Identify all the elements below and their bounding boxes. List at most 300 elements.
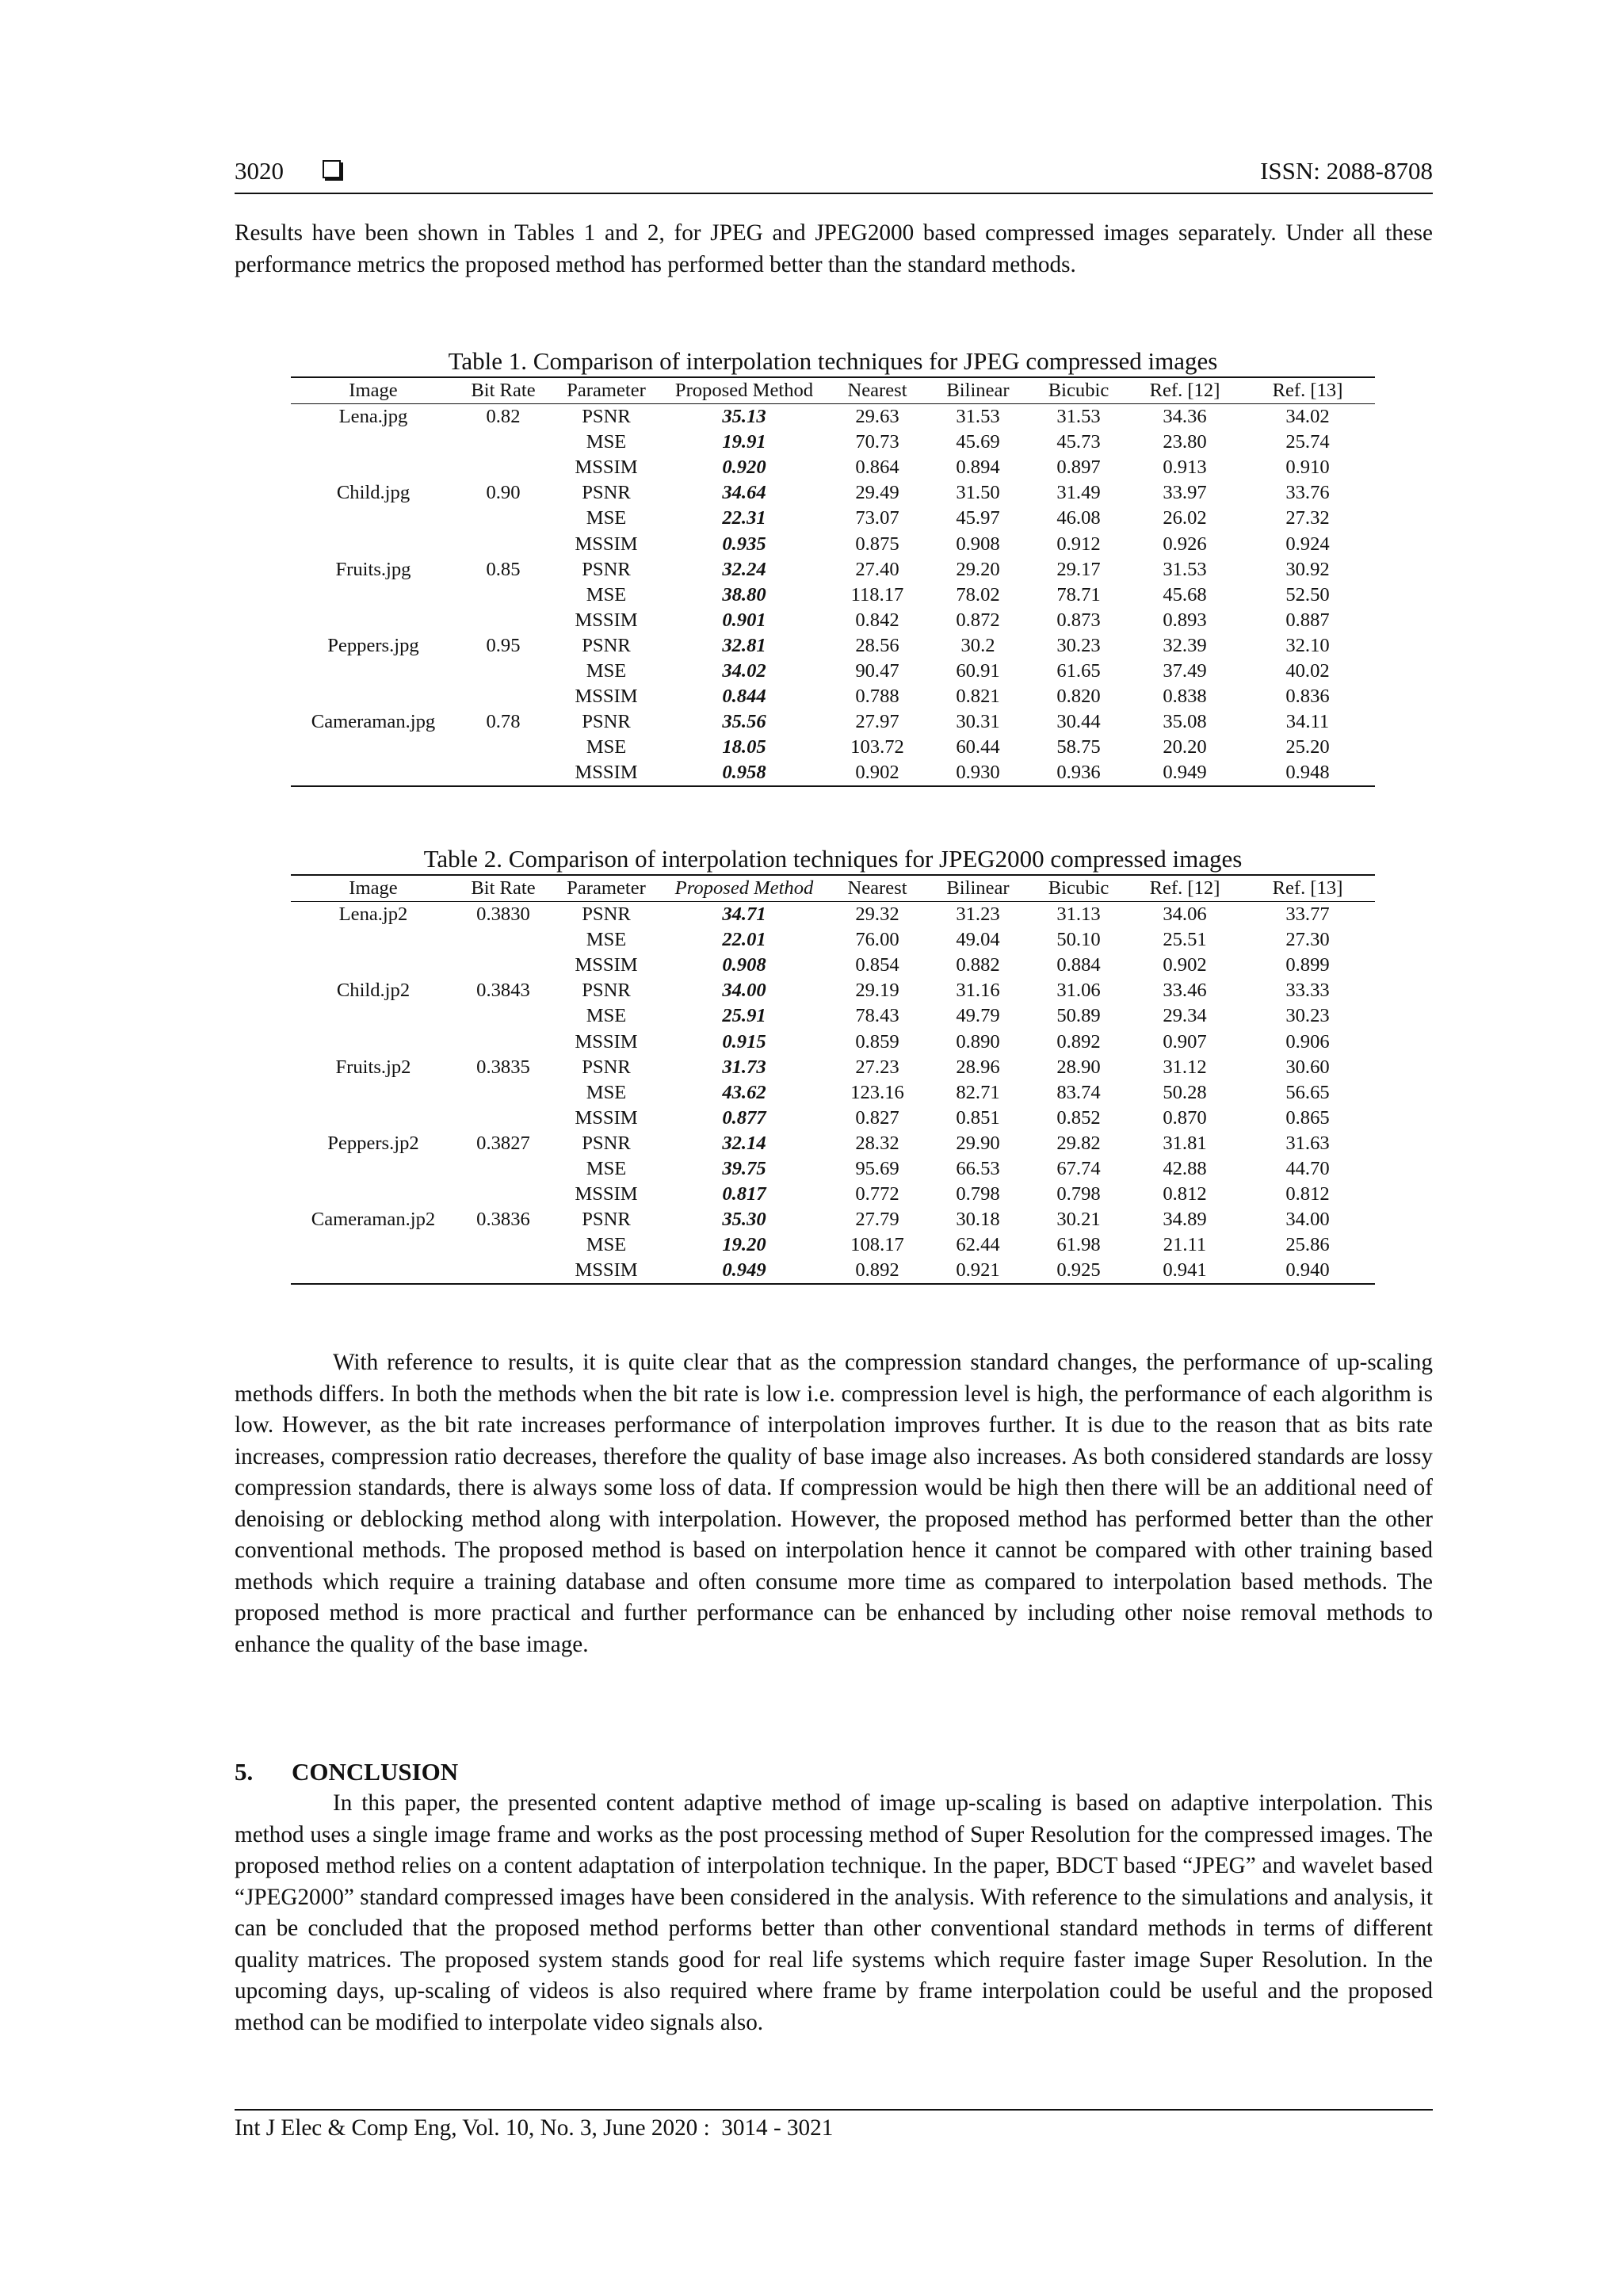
table-cell: 27.97 <box>855 711 899 733</box>
table-cell <box>291 659 456 684</box>
table-cell: 78.02 <box>956 583 1000 606</box>
table-cell: Cameraman.jpg <box>311 711 436 733</box>
table-row <box>291 1156 1375 1182</box>
table-cell: 45.97 <box>956 507 1000 529</box>
column-header: Ref. [12] <box>1129 377 1240 404</box>
table-cell: 0.854 <box>855 954 899 976</box>
table-cell: PSNR <box>582 1209 631 1231</box>
table-cell: 31.12 <box>1163 1056 1207 1078</box>
table-cell: 30.2 <box>960 634 995 656</box>
table-cell: 0.936 <box>1056 762 1101 784</box>
table-cell: 32.24 <box>722 558 766 580</box>
table-cell: Cameraman.jp2 <box>311 1209 436 1231</box>
table-cell: 33.76 <box>1285 482 1330 504</box>
intro-paragraph: Results have been shown in Tables 1 and 2, for JPEG and JPEG2000 based compressed images separately. Under all these performance metrics the proposed method has performed better than the standard methods. <box>235 220 1433 277</box>
conclusion-heading <box>235 1756 458 1788</box>
table-cell <box>291 684 456 709</box>
table-cell <box>456 760 551 786</box>
table-cell: 60.44 <box>956 736 1000 758</box>
table-cell: 0.890 <box>956 1030 1000 1052</box>
table-cell <box>456 1232 551 1258</box>
table-cell: 31.73 <box>722 1056 766 1078</box>
table-cell: 30.21 <box>1056 1209 1101 1231</box>
table-cell: 30.92 <box>1285 558 1330 580</box>
table-cell: 45.68 <box>1163 583 1207 606</box>
table-cell: 32.81 <box>722 634 766 656</box>
table-row <box>291 978 1375 1003</box>
table-row <box>291 1232 1375 1258</box>
table-cell: MSE <box>586 431 627 453</box>
table-cell: 18.05 <box>722 736 766 758</box>
table-cell: 0.926 <box>1163 533 1207 555</box>
table-cell: 33.97 <box>1163 482 1207 504</box>
table1-caption: Table 1. Comparison of interpolation techniques for JPEG compressed images <box>448 347 1218 375</box>
table-cell: 26.02 <box>1163 507 1207 529</box>
table-cell: 52.50 <box>1285 583 1330 606</box>
table-cell: 0.924 <box>1285 533 1330 555</box>
table-cell: 34.71 <box>722 904 766 926</box>
page-header <box>235 155 1433 195</box>
column-header: Bilinear <box>928 377 1028 404</box>
table-cell <box>456 430 551 455</box>
table-cell <box>291 506 456 531</box>
table-cell: 43.62 <box>722 1081 766 1103</box>
table-cell: 29.20 <box>956 558 1000 580</box>
table-cell: Peppers.jp2 <box>327 1132 419 1154</box>
table-cell: Fruits.jp2 <box>335 1056 411 1078</box>
table-cell: 29.90 <box>956 1132 1000 1154</box>
table-cell: 34.89 <box>1163 1209 1207 1231</box>
table-row <box>291 1106 1375 1131</box>
column-header: Image <box>291 875 456 902</box>
table-cell <box>291 430 456 455</box>
table-cell: 50.89 <box>1056 1005 1101 1027</box>
table-cell: 49.04 <box>956 929 1000 951</box>
table-cell: 31.53 <box>1163 558 1207 580</box>
column-header: Bit Rate <box>456 377 551 404</box>
table-cell: 0.90 <box>486 482 521 504</box>
table-row <box>291 1029 1375 1054</box>
table-cell <box>456 684 551 709</box>
table-cell: 31.50 <box>956 482 1000 504</box>
footer-citation: Int J Elec & Comp Eng, Vol. 10, No. 3, June 2020 : 3014 - 3021 <box>235 2115 834 2141</box>
table-cell: MSSIM <box>575 686 638 708</box>
table-row <box>291 760 1375 786</box>
table2-caption: Table 2. Comparison of interpolation techniques for JPEG2000 compressed images <box>423 845 1243 873</box>
table-cell: 0.893 <box>1163 609 1207 631</box>
table-cell: 62.44 <box>956 1234 1000 1256</box>
table-cell: MSSIM <box>575 954 638 976</box>
table-cell: MSE <box>586 1234 627 1256</box>
table-cell: MSSIM <box>575 1106 638 1129</box>
table-cell: 35.56 <box>722 711 766 733</box>
table-cell <box>291 608 456 633</box>
table-cell: 90.47 <box>855 659 899 682</box>
table-cell: 0.788 <box>855 686 899 708</box>
table-cell: PSNR <box>582 711 631 733</box>
table-cell: 28.90 <box>1056 1056 1101 1078</box>
table-cell: 33.46 <box>1163 980 1207 1002</box>
table-cell: 42.88 <box>1163 1157 1207 1179</box>
table-cell <box>291 1106 456 1131</box>
table-cell: 0.884 <box>1056 954 1101 976</box>
table-cell: 56.65 <box>1285 1081 1330 1103</box>
table-cell: 32.14 <box>722 1132 766 1154</box>
table-row <box>291 608 1375 633</box>
table-cell: PSNR <box>582 482 631 504</box>
table-cell: 0.906 <box>1285 1030 1330 1052</box>
table-cell: 0.838 <box>1163 686 1207 708</box>
table-cell: 0.3830 <box>476 904 530 926</box>
table-cell: MSE <box>586 1081 627 1103</box>
column-header: Nearest <box>827 377 928 404</box>
table-cell: 30.31 <box>956 711 1000 733</box>
table-cell: PSNR <box>582 1132 631 1154</box>
column-header: Ref. [13] <box>1240 875 1375 902</box>
table-cell: 61.98 <box>1056 1234 1101 1256</box>
table-cell: 38.80 <box>722 583 766 606</box>
table-cell: 0.3843 <box>476 980 530 1002</box>
table-cell: 32.10 <box>1285 634 1330 656</box>
table-row <box>291 1131 1375 1156</box>
table-cell: 0.958 <box>722 762 766 784</box>
table-cell: 0.820 <box>1056 686 1101 708</box>
table-cell: 34.02 <box>1285 406 1330 428</box>
table-cell: 83.74 <box>1056 1081 1101 1103</box>
table-cell: 27.40 <box>855 558 899 580</box>
table-cell: 34.64 <box>722 482 766 504</box>
column-header: Parameter <box>551 377 662 404</box>
table-cell: 0.949 <box>1163 762 1207 784</box>
table-cell: MSE <box>586 507 627 529</box>
table-cell: MSSIM <box>575 457 638 479</box>
table-cell: PSNR <box>582 406 631 428</box>
table-cell: 22.01 <box>722 929 766 951</box>
table-cell: 0.949 <box>722 1259 766 1282</box>
table-cell: 0.877 <box>722 1106 766 1129</box>
table-cell: 0.940 <box>1285 1259 1330 1282</box>
table-cell: 31.06 <box>1056 980 1101 1002</box>
table2-grid <box>291 874 1375 1285</box>
table-cell: 0.902 <box>855 762 899 784</box>
table-cell: 0.887 <box>1285 609 1330 631</box>
table-cell: 0.910 <box>1285 457 1330 479</box>
table-cell <box>456 583 551 608</box>
table-cell: Lena.jp2 <box>338 904 408 926</box>
table-row <box>291 1182 1375 1207</box>
table-cell: 0.827 <box>855 1106 899 1129</box>
table-cell: 44.70 <box>1285 1157 1330 1179</box>
table-cell: 50.10 <box>1056 929 1101 951</box>
table-cell: 45.69 <box>956 431 1000 453</box>
table-cell: 0.925 <box>1056 1259 1101 1282</box>
table-cell: 0.3835 <box>476 1056 530 1078</box>
table-cell: 29.63 <box>855 406 899 428</box>
table-cell: 0.842 <box>855 609 899 631</box>
table-cell: 0.852 <box>1056 1106 1101 1129</box>
table-cell: 25.86 <box>1285 1234 1330 1256</box>
table-cell <box>456 1182 551 1207</box>
table-cell: 31.16 <box>956 980 1000 1002</box>
table-cell: 67.74 <box>1056 1157 1101 1179</box>
table-cell: 0.851 <box>956 1106 1000 1129</box>
table-cell: 39.75 <box>722 1157 766 1179</box>
table-cell: 0.798 <box>956 1183 1000 1205</box>
table-cell: 0.902 <box>1163 954 1207 976</box>
table-row <box>291 455 1375 480</box>
table-cell: 0.873 <box>1056 609 1101 631</box>
table-cell <box>291 1182 456 1207</box>
table-cell <box>456 531 551 556</box>
table-cell <box>456 659 551 684</box>
table-row <box>291 684 1375 709</box>
table-cell: 0.921 <box>956 1259 1000 1282</box>
table-cell: 28.96 <box>956 1056 1000 1078</box>
table-cell <box>456 927 551 953</box>
header-rule <box>235 193 1433 194</box>
table-cell: 0.836 <box>1285 686 1330 708</box>
table-cell: Fruits.jpg <box>335 558 411 580</box>
table-row <box>291 531 1375 556</box>
table-cell: 0.85 <box>486 558 521 580</box>
issn: ISSN: 2088-8708 <box>1260 157 1433 185</box>
table-cell: 30.44 <box>1056 711 1101 733</box>
table-cell: 0.912 <box>1056 533 1101 555</box>
table-cell <box>456 1029 551 1054</box>
table-cell: PSNR <box>582 980 631 1002</box>
table-cell <box>456 608 551 633</box>
table-cell <box>456 1156 551 1182</box>
table-cell: MSE <box>586 659 627 682</box>
table-cell: MSSIM <box>575 1259 638 1282</box>
table-cell: 0.821 <box>956 686 1000 708</box>
table-cell: 31.53 <box>956 406 1000 428</box>
table1-body <box>291 404 1375 787</box>
footer-rule <box>235 2109 1433 2111</box>
table-cell: PSNR <box>582 558 631 580</box>
table-cell: 0.95 <box>486 634 521 656</box>
table-cell: 34.00 <box>722 980 766 1002</box>
table-cell: 50.28 <box>1163 1081 1207 1103</box>
table-cell: 0.892 <box>855 1259 899 1282</box>
table-cell: MSE <box>586 929 627 951</box>
table-cell: 28.32 <box>855 1132 899 1154</box>
table-cell: 0.894 <box>956 457 1000 479</box>
table-cell: 27.23 <box>855 1056 899 1078</box>
table-cell: 49.79 <box>956 1005 1000 1027</box>
table-cell: 0.930 <box>956 762 1000 784</box>
table-cell: 0.865 <box>1285 1106 1330 1129</box>
table-cell: MSSIM <box>575 1183 638 1205</box>
column-header: Bicubic <box>1028 377 1129 404</box>
table-row <box>291 1258 1375 1284</box>
table-row <box>291 633 1375 659</box>
table-cell: Child.jpg <box>336 482 411 504</box>
table-row <box>291 480 1375 506</box>
table-cell: 25.91 <box>722 1005 766 1027</box>
table-row <box>291 557 1375 583</box>
table-cell: Lena.jpg <box>338 406 408 428</box>
table-cell: 29.17 <box>1056 558 1101 580</box>
table-cell: 0.948 <box>1285 762 1330 784</box>
table-cell: 25.51 <box>1163 929 1207 951</box>
table-cell: MSE <box>586 1005 627 1027</box>
table-cell: 29.49 <box>855 482 899 504</box>
table-row <box>291 902 1375 928</box>
conclusion-paragraph: In this paper, the presented content adaptive method of image up-scaling is based on adaptive interpolation. This method uses a single image frame and works as the post processing method of Super Resolution for the compressed images. The proposed method relies on a content adaptation of interpolation technique. In the paper, BDCT based “JPEG” and wavelet based “JPEG2000” standard compressed images have been considered in the analysis. With reference to the simulations and analysis, it can be concluded that the proposed method performs better than other conventional standard methods in terms of different quality matrices. The proposed system stands good for real life systems which require faster image Super Resolution. In the upcoming days, up-scaling of videos is also required where frame by frame interpolation could be useful and the proposed method can be modified to interpolate video signals also. <box>235 1790 1433 2035</box>
table-cell: 0.844 <box>722 686 766 708</box>
column-header: Proposed Method <box>662 875 827 902</box>
table-cell: 0.908 <box>956 533 1000 555</box>
table-cell: 27.79 <box>855 1209 899 1231</box>
table-cell: 103.72 <box>850 736 904 758</box>
table-row <box>291 1003 1375 1029</box>
column-header: Parameter <box>551 875 662 902</box>
table-cell <box>291 1029 456 1054</box>
table-cell: 29.19 <box>855 980 899 1002</box>
table-cell: 30.23 <box>1056 634 1101 656</box>
table-cell <box>291 760 456 786</box>
table-cell: 0.82 <box>486 406 521 428</box>
table-cell: PSNR <box>582 634 631 656</box>
table-cell: 0.882 <box>956 954 1000 976</box>
table-header-row <box>291 377 1375 404</box>
table-cell: 30.23 <box>1285 1005 1330 1027</box>
table-cell: 31.81 <box>1163 1132 1207 1154</box>
table-cell: Child.jp2 <box>336 980 411 1002</box>
table-row <box>291 1080 1375 1106</box>
table-cell: 19.91 <box>722 431 766 453</box>
table-cell: 76.00 <box>855 929 899 951</box>
table-cell <box>456 1106 551 1131</box>
table-cell: 30.18 <box>956 1209 1000 1231</box>
table-cell: 60.91 <box>956 659 1000 682</box>
table-cell <box>291 953 456 978</box>
table-cell: 37.49 <box>1163 659 1207 682</box>
table-cell: 0.908 <box>722 954 766 976</box>
table-cell: 35.08 <box>1163 711 1207 733</box>
table-cell <box>291 1156 456 1182</box>
table-cell: 40.02 <box>1285 659 1330 682</box>
table-cell: 0.812 <box>1285 1183 1330 1205</box>
table-cell: 31.53 <box>1056 406 1101 428</box>
table-cell: 46.08 <box>1056 507 1101 529</box>
table-cell: 0.913 <box>1163 457 1207 479</box>
table-cell: 35.13 <box>722 406 766 428</box>
table-cell: 28.56 <box>855 634 899 656</box>
table-cell: 0.870 <box>1163 1106 1207 1129</box>
table-cell <box>291 735 456 760</box>
column-header: Bit Rate <box>456 875 551 902</box>
table-cell: 0.3827 <box>476 1132 530 1154</box>
table-cell <box>291 455 456 480</box>
table2-body <box>291 902 1375 1285</box>
table-cell <box>291 927 456 953</box>
table-cell: 0.864 <box>855 457 899 479</box>
column-header: Image <box>291 377 456 404</box>
table-cell <box>291 531 456 556</box>
table-cell: MSSIM <box>575 762 638 784</box>
table-cell <box>291 1003 456 1029</box>
table-cell: 31.23 <box>956 904 1000 926</box>
table-cell: 0.899 <box>1285 954 1330 976</box>
table-cell: 34.36 <box>1163 406 1207 428</box>
table-row <box>291 735 1375 760</box>
table-cell: 45.73 <box>1056 431 1101 453</box>
table2 <box>291 844 1375 1285</box>
table-cell: 118.17 <box>850 583 904 606</box>
table-row <box>291 927 1375 953</box>
table-cell: MSSIM <box>575 1030 638 1052</box>
table-cell: 0.3836 <box>476 1209 530 1231</box>
table-cell: 123.16 <box>850 1081 904 1103</box>
discussion-paragraph: With reference to results, it is quite clear that as the compression standard changes, the performance of up-scaling methods differs. In both the methods when the bit rate is low i.e. compression level is high, the performance of each algorithm is low. However, as the bit rate increases performance of interpolation improves further. It is due to the reason that as bits rate increases, compression ratio decreases, therefore the quality of base image also increases. As both considered standards are lossy compression standards, there is always some loss of data. If compression would be high then there will be an additional need of denoising or deblocking method along with interpolation. However, the proposed method has performed better than the other conventional methods. The proposed method is based on interpolation hence it cannot be compared with other training based methods which require a training database and often consume more time as compared to interpolation based methods. The proposed method is more practical and further performance can be enhanced by including other noise removal methods to enhance the quality of the base image. <box>235 1350 1433 1657</box>
table-cell: MSSIM <box>575 609 638 631</box>
table-cell: 0.875 <box>855 533 899 555</box>
table-cell: 66.53 <box>956 1157 1000 1179</box>
table1-grid <box>291 376 1375 787</box>
table-cell: 70.73 <box>855 431 899 453</box>
table-cell: PSNR <box>582 904 631 926</box>
table-cell: 29.32 <box>855 904 899 926</box>
table-cell <box>291 1080 456 1106</box>
table-cell: 95.69 <box>855 1157 899 1179</box>
table-cell: PSNR <box>582 1056 631 1078</box>
table-cell: MSE <box>586 583 627 606</box>
table-cell: 35.30 <box>722 1209 766 1231</box>
table-cell: 30.60 <box>1285 1056 1330 1078</box>
table-cell: 0.78 <box>486 711 521 733</box>
table-cell: 0.772 <box>855 1183 899 1205</box>
table-cell: 32.39 <box>1163 634 1207 656</box>
table-cell: 20.20 <box>1163 736 1207 758</box>
table-cell: 58.75 <box>1056 736 1101 758</box>
table-cell <box>291 1258 456 1284</box>
column-header: Bilinear <box>928 875 1028 902</box>
table-cell: 27.32 <box>1285 507 1330 529</box>
table-cell: 29.34 <box>1163 1005 1207 1027</box>
table-cell: 0.901 <box>722 609 766 631</box>
table-cell: 108.17 <box>850 1234 904 1256</box>
table-cell: 34.02 <box>722 659 766 682</box>
table-cell: 0.892 <box>1056 1030 1101 1052</box>
section-title: CONCLUSION <box>292 1758 459 1786</box>
column-header: Bicubic <box>1028 875 1129 902</box>
table-row <box>291 709 1375 735</box>
table1 <box>291 346 1375 787</box>
table-cell <box>291 583 456 608</box>
table-cell: 19.20 <box>722 1234 766 1256</box>
table-cell: 78.71 <box>1056 583 1101 606</box>
table-row <box>291 659 1375 684</box>
column-header: Ref. [12] <box>1129 875 1240 902</box>
table-cell: 25.20 <box>1285 736 1330 758</box>
table-cell: 82.71 <box>956 1081 1000 1103</box>
table-cell: 25.74 <box>1285 431 1330 453</box>
table-cell: 0.941 <box>1163 1259 1207 1282</box>
table-cell <box>456 953 551 978</box>
table-cell: 78.43 <box>855 1005 899 1027</box>
table-cell <box>456 735 551 760</box>
table-cell: MSE <box>586 736 627 758</box>
table-cell: 0.872 <box>956 609 1000 631</box>
table-row <box>291 1207 1375 1232</box>
table-row <box>291 583 1375 608</box>
table-cell: 33.77 <box>1285 904 1330 926</box>
table-cell: 0.907 <box>1163 1030 1207 1052</box>
box-icon <box>323 160 341 178</box>
table-cell: 31.49 <box>1056 482 1101 504</box>
